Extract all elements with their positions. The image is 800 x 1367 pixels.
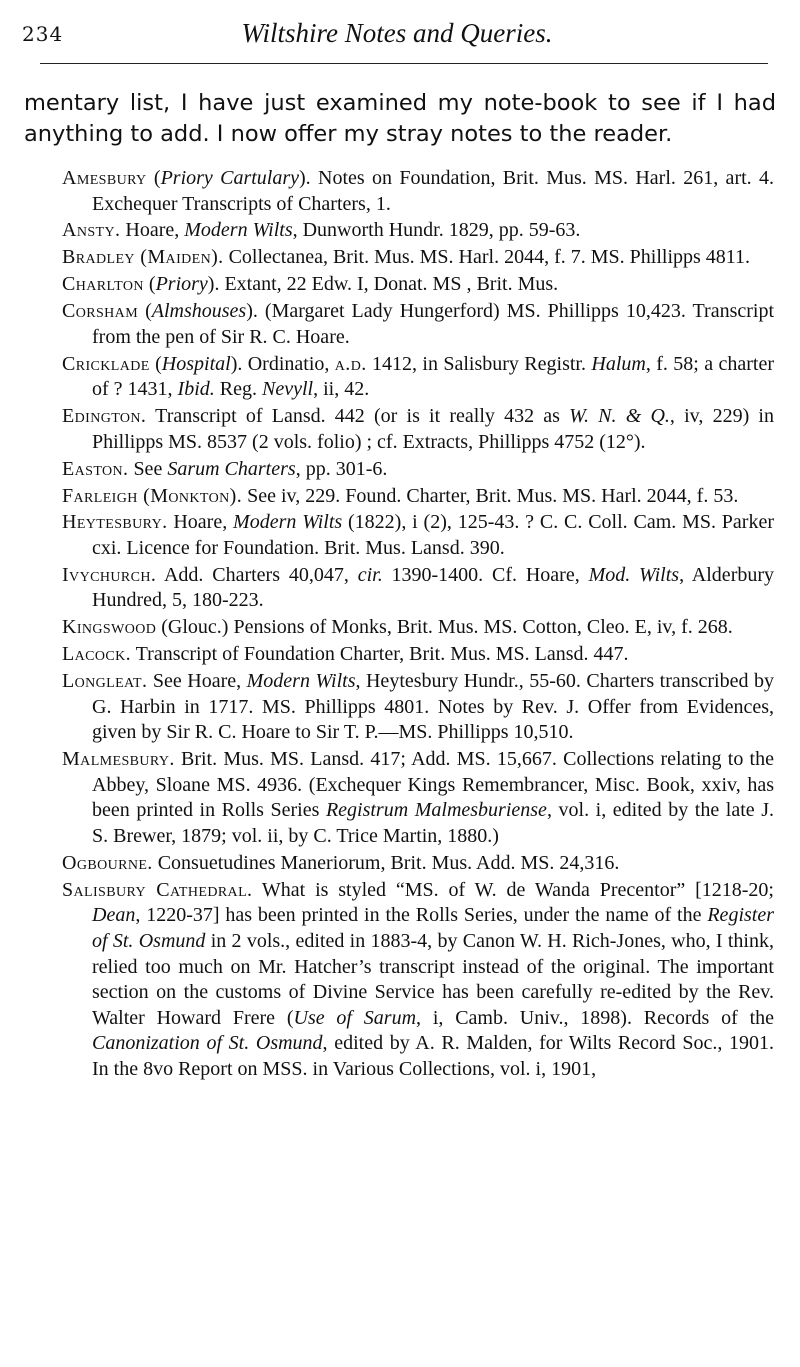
- entry-italic-text: Registrum Malmesburiense: [325, 799, 547, 822]
- entry-italic-text: Use of Sarum: [293, 1006, 417, 1029]
- entry-text: See Hoare,: [147, 670, 247, 693]
- entry-text: , edited by A. R. Malden, for Wilts Record Soc., 1901. In the 8vo Report on MSS. in Various Collections, vol. i, 1901,: [92, 1032, 774, 1080]
- entry-text: (Glouc.) Pensions of Monks, Brit. Mus. MS. Cotton, Cleo. E, iv, f. 268.: [156, 616, 733, 639]
- list-item: [62, 272, 774, 298]
- entry-text: Consuetudines Maneriorum, Brit. Mus. Add. MS. 24,316.: [152, 851, 620, 874]
- entry-heading: Corsham: [62, 300, 139, 323]
- entry-text: , Dunworth Hundr. 1829, pp. 59-63.: [292, 219, 581, 242]
- entry-italic-text: Mod. Wilts: [588, 563, 680, 586]
- entry-heading: Cricklade: [62, 352, 150, 375]
- list-item: [62, 615, 774, 641]
- entry-italic-text: Dean: [92, 904, 136, 927]
- entry-heading: Edington.: [62, 405, 147, 428]
- entry-heading: Malmesbury.: [62, 748, 175, 771]
- entry-italic-text: Sarum Charters: [167, 457, 296, 480]
- entry-text: in 2 vols., edited in 1883-4, by Canon W. H. Rich-Jones, who, I think, relied too much on Mr. Hatcher’s transcript instead of the original. The important section on the customs of Divine Service has been carefully re-edited by the Rev. Walter Howard Frere (: [92, 929, 774, 1029]
- entry-text: See iv, 229. Found. Charter, Brit. Mus. MS. Harl. 2044, f. 53.: [242, 484, 739, 507]
- entry-heading: Ansty.: [62, 219, 121, 242]
- list-item: [62, 669, 774, 746]
- entry-heading: Kingswood: [62, 616, 157, 639]
- entry-text: Hoare,: [120, 219, 185, 242]
- list-item: [62, 218, 774, 244]
- entry-italic-text: Priory Cartulary: [160, 167, 300, 189]
- entry-heading: Lacock.: [62, 643, 132, 666]
- entry-heading: Easton.: [62, 457, 129, 480]
- entry-heading: Ogbourne.: [62, 851, 153, 874]
- list-item: [62, 510, 774, 561]
- journal-title: Wiltshire Notes and Queries.: [241, 18, 553, 48]
- entry-text: See: [128, 457, 168, 480]
- list-item: [62, 166, 774, 217]
- list-item: [62, 299, 774, 350]
- list-item: [62, 404, 774, 455]
- list-item: [62, 352, 774, 403]
- entry-text: , iv, 229) in Phillipps MS. 8537 (2 vols. folio) ; cf. Extracts, Phillipps 4752 (12°).: [92, 405, 774, 453]
- entry-heading: Heytesbury.: [62, 511, 168, 534]
- entry-heading: Farleigh (Monkton).: [62, 484, 243, 507]
- entry-text: , Heytesbury Hundr., 55-60. Charters transcribed by G. Harbin in 1717. MS. Phillipps 4801. Notes by Rev. J. Offer from Evidences, given by Sir R. C. Hoare to Sir T. P.—MS. Phillipps 10,510.: [92, 670, 774, 744]
- list-item: [62, 457, 774, 483]
- entry-text: Hoare,: [167, 511, 234, 534]
- entry-text: Collectanea, Brit. Mus. MS. Harl. 2044, f. 7. MS. Phillipps 4811.: [223, 246, 751, 269]
- entry-italic-text: Nevyll: [261, 378, 314, 401]
- entry-heading: Charlton: [62, 273, 144, 296]
- entry-text: ). (Margaret Lady Hungerford) MS. Phillipps 10,423. Transcript from the pen of Sir R. C. Hoare.: [92, 300, 774, 348]
- entry-italic-text: Modern Wilts: [246, 670, 356, 693]
- entry-heading: Amesbury: [62, 167, 147, 189]
- entry-text: ). Notes on Foundation, Brit. Mus. MS. Harl. 261, art. 4. Exchequer Transcripts of Charters, 1.: [92, 167, 774, 215]
- entry-text: Add. Charters 40,047,: [156, 563, 358, 586]
- entry-heading: Salisbury Cathedral.: [62, 878, 253, 901]
- entry-text: (: [143, 273, 156, 296]
- running-header: [22, 14, 772, 54]
- list-item: [62, 851, 774, 877]
- entry-italic-text: cir.: [357, 563, 383, 586]
- entry-text: What is styled “MS. of W. de Wanda Precentor” [1218-20;: [252, 878, 774, 901]
- entry-italic-text: Hospital: [161, 352, 231, 375]
- list-item: [62, 563, 774, 614]
- header-rule: [40, 63, 768, 64]
- entry-text: Transcript of Foundation Charter, Brit. Mus. MS. Lansd. 447.: [131, 643, 629, 666]
- entry-italic-text: Canonization of St. Osmund: [92, 1032, 323, 1055]
- list-item: [62, 878, 774, 1083]
- intro-line: anything to add. I now offer my stray notes to the reader.: [24, 121, 673, 147]
- entry-text: ). Extant, 22 Edw. I, Donat. MS , Brit. Mus.: [207, 273, 559, 296]
- entry-text: Reg.: [214, 378, 262, 401]
- entry-heading: Ivychurch.: [62, 563, 157, 586]
- list-item: [62, 484, 774, 510]
- entry-text: , i, Camb. Univ., 1898). Records of the: [416, 1006, 775, 1029]
- list-item: [62, 245, 774, 271]
- entry-text: ). Ordinatio,: [230, 352, 335, 375]
- entry-italic-text: Modern Wilts: [184, 219, 293, 242]
- entry-text: (: [149, 352, 162, 375]
- entry-italic-text: Ibid.: [177, 378, 215, 401]
- entry-heading: Longleat.: [62, 670, 148, 693]
- entry-italic-text: Modern Wilts: [233, 511, 343, 534]
- entry-italic-text: Almshouses: [151, 300, 247, 323]
- entry-italic-text: Register of St. Osmund: [92, 904, 774, 952]
- page-number: 234: [22, 22, 64, 46]
- entry-text: , Alderbury Hundred, 5, 180-223.: [92, 563, 775, 612]
- entry-text: , ii, 42.: [313, 378, 370, 401]
- entry-italic-text: W. N. & Q.: [569, 405, 670, 428]
- entry-text: , vol. i, edited by the late J. S. Brewer, 1879; vol. ii, by C. Trice Martin, 1880.): [92, 799, 774, 847]
- entry-text: , pp. 301-6.: [295, 457, 388, 480]
- entry-heading: a.d.: [334, 352, 367, 375]
- intro-paragraph: [24, 88, 776, 150]
- list-item: [62, 747, 774, 849]
- entry-text: (: [146, 167, 161, 189]
- entry-text: , f. 58; a charter of ? 1431,: [92, 352, 774, 401]
- entry-list: [62, 166, 774, 1084]
- entry-text: 1390-1400. Cf. Hoare,: [382, 563, 589, 586]
- entry-text: , 1220-37] has been printed in the Rolls Series, under the name of the: [135, 904, 708, 927]
- entry-text: Transcript of Lansd. 442 (or is it really 432 as: [146, 405, 570, 428]
- entry-heading: Bradley (Maiden).: [62, 246, 224, 269]
- entry-text: Brit. Mus. MS. Lansd. 417; Add. MS. 15,667. Collections relating to the Abbey, Sloane MS. 4936. (Exchequer Kings Remembrancer, Misc. Book, xxiv, has been printed in Rolls Series: [92, 748, 774, 822]
- entry-italic-text: Halum: [591, 352, 646, 375]
- entry-text: (1822), i (2), 125-43. ? C. C. Coll. Cam. MS. Parker cxi. Licence for Foundation. Brit. Mus. Lansd. 390.: [92, 511, 774, 559]
- entry-text: (: [138, 300, 152, 323]
- intro-line: mentary list, I have just examined my note-book to see if I had: [24, 90, 776, 116]
- list-item: [62, 642, 774, 668]
- entry-text: 1412, in Salisbury Registr.: [366, 352, 592, 375]
- entry-italic-text: Priory: [155, 273, 208, 296]
